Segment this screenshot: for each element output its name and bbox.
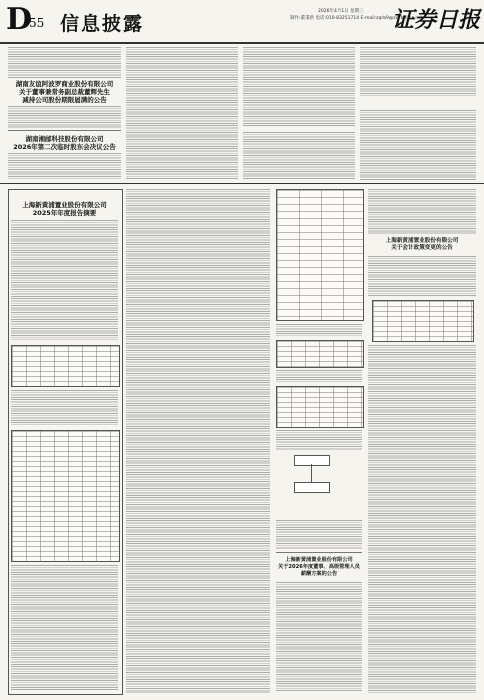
text-column (243, 132, 355, 180)
text-column (360, 110, 476, 180)
text-block (276, 582, 362, 692)
header-rule (0, 42, 484, 44)
text-column (243, 47, 355, 127)
text-block (11, 220, 118, 340)
data-table (276, 386, 364, 428)
title-line: 上海新黄浦置业股份有限公司 (285, 557, 353, 563)
title-line: 上海新黄浦置业股份有限公司 (385, 238, 459, 244)
contact-line: 制作:董秉新 电话:010-83251714 E-mail:zqrb9@zqrb.sina.net (290, 16, 423, 21)
text-column (126, 47, 238, 180)
title-line: 湖南友谊阿波罗商业股份有限公司 (15, 80, 114, 88)
org-chart-node (294, 455, 330, 466)
section-title: 信息披露 (60, 13, 145, 35)
org-chart (280, 455, 350, 515)
text-block (8, 153, 121, 179)
title-line: 2025年年度报告摘要 (32, 209, 97, 217)
org-chart-connector (311, 464, 312, 482)
text-block (276, 520, 362, 550)
announcement-title-3 (10, 201, 119, 217)
text-block (8, 47, 121, 79)
text-column (126, 189, 270, 693)
data-table (276, 340, 364, 368)
text-column (360, 47, 476, 97)
title-line: 2026年第二次临时股东会决议公告 (13, 143, 116, 151)
text-column (368, 189, 476, 234)
title-line: 湖南湘邮科技股份有限公司 (25, 135, 104, 143)
announcement-title-5 (368, 238, 476, 252)
data-table (11, 345, 120, 387)
data-table (276, 189, 364, 321)
title-line: 关于2026年度董事、高级管理人员 (278, 564, 360, 570)
announcement-title-4 (276, 557, 362, 578)
announcement-title-1 (8, 80, 121, 104)
newspaper-logo: 证券日报 (392, 7, 481, 33)
text-block (11, 565, 118, 690)
text-block (276, 430, 362, 450)
text-block (11, 390, 118, 425)
text-block (368, 256, 476, 296)
announcement-title-2 (8, 135, 121, 151)
title-line: 上海新黄浦置业股份有限公司 (22, 201, 107, 209)
band-rule (0, 183, 484, 184)
divider (276, 552, 362, 553)
title-line: 薪酬方案的公告 (300, 571, 338, 577)
page-number: 55 (29, 16, 45, 30)
title-line: 关于会计政策变更的公告 (391, 245, 453, 251)
page-letter: D (6, 2, 33, 37)
data-table (11, 430, 120, 562)
divider (8, 130, 121, 131)
title-line: 关于董事兼常务副总裁董辉先生 (19, 88, 110, 96)
text-block (276, 370, 362, 382)
data-table (372, 300, 474, 342)
title-line: 减持公司股份期限届满的公告 (22, 96, 107, 104)
date-line: 2026年4月1日 星期三 (318, 9, 364, 14)
text-block (8, 106, 121, 128)
org-chart-node (294, 482, 330, 493)
text-block (276, 324, 362, 336)
text-column (368, 345, 476, 693)
